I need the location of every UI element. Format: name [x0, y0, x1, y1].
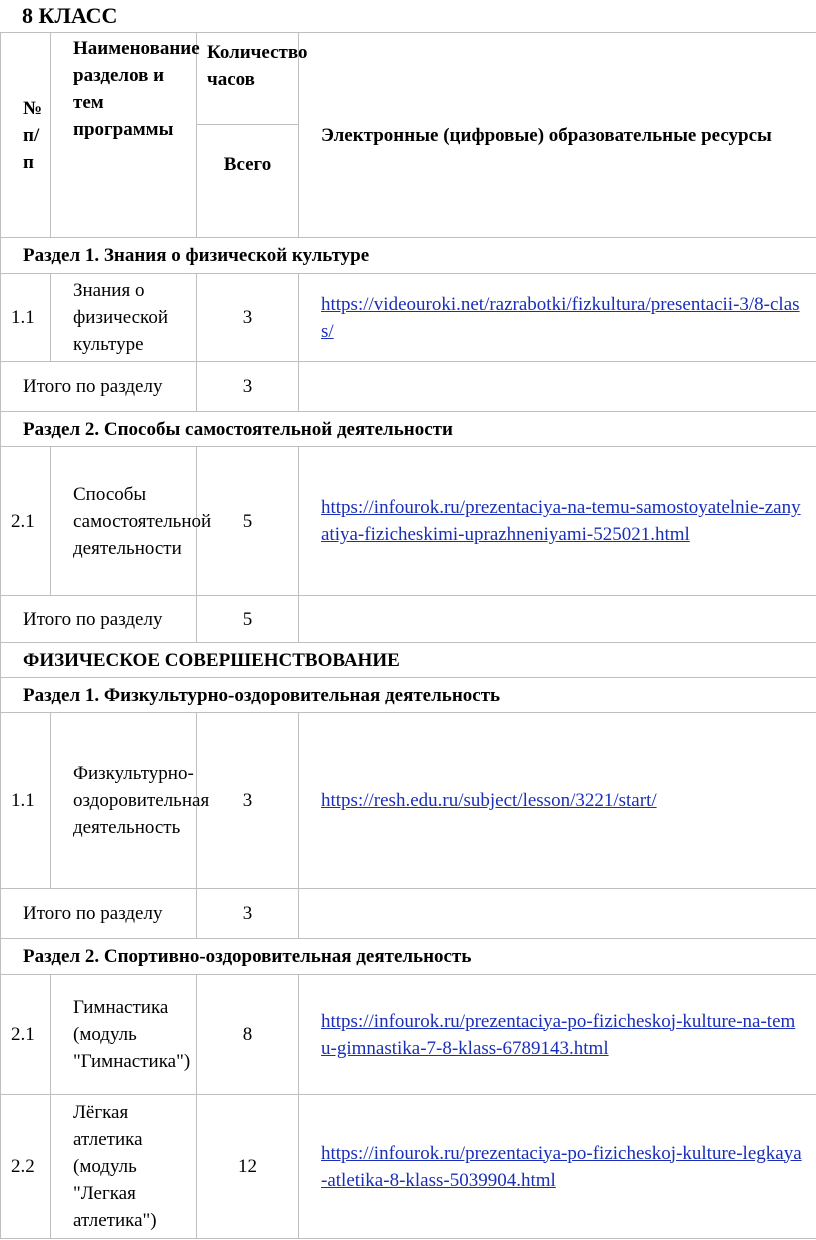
- table-row: [1, 975, 816, 1095]
- section-title: Раздел 1. Знания о физической культуре: [1, 238, 816, 274]
- subtotal-label: Итого по разделу: [1, 362, 197, 412]
- table-header-row: [1, 33, 816, 125]
- header-resources: Электронные (цифровые) образовательные ресурсы: [299, 33, 816, 238]
- curriculum-table: [0, 32, 816, 1239]
- section-row: [1, 412, 816, 447]
- subtotal-row: [1, 596, 816, 643]
- row-name: Знания о физической культуре: [51, 274, 197, 362]
- row-hours: 5: [197, 447, 299, 596]
- subtotal-label: Итого по разделу: [1, 596, 197, 643]
- part-row: [1, 643, 816, 678]
- resource-link[interactable]: https://infourok.ru/prezentaciya-na-temu-samostoyatelnie-zanyatiya-fizicheskimi-uprazhneniyami-525021.html: [321, 497, 801, 545]
- subtotal-hours: 3: [197, 889, 299, 939]
- header-hours: Количество часов: [197, 33, 299, 125]
- row-hours: 3: [197, 713, 299, 889]
- page-title: 8 КЛАСС: [22, 3, 118, 28]
- resource-link[interactable]: https://videouroki.net/razrabotki/fizkultura/presentacii-3/8-class/: [321, 293, 800, 342]
- section-title: Раздел 2. Способы самостоятельной деятельности: [1, 412, 816, 447]
- section-row: [1, 939, 816, 975]
- row-resource: [299, 1095, 816, 1239]
- part-title: ФИЗИЧЕСКОЕ СОВЕРШЕНСТВОВАНИЕ: [1, 643, 816, 678]
- row-num: 2.2: [1, 1095, 51, 1239]
- table-row: [1, 1095, 816, 1239]
- resource-link[interactable]: https://infourok.ru/prezentaciya-po-fizicheskoj-kulture-na-temu-gimnastika-7-8-klass-6789143.html: [321, 1010, 796, 1059]
- header-total: Всего: [197, 125, 299, 238]
- section-row: [1, 238, 816, 274]
- row-resource: [299, 274, 816, 362]
- row-name: Способы самостоятельной деятельности: [51, 447, 197, 596]
- table-row: [1, 447, 816, 596]
- header-num: № п/п: [1, 33, 51, 238]
- section-title: Раздел 1. Физкультурно-оздоровительная деятельность: [1, 678, 816, 713]
- row-num: 2.1: [1, 975, 51, 1095]
- table-row: [1, 713, 816, 889]
- row-resource: [299, 447, 816, 596]
- row-num: 1.1: [1, 274, 51, 362]
- row-name: Гимнастика (модуль "Гимнастика"): [51, 975, 197, 1095]
- section-title: Раздел 2. Спортивно-оздоровительная деятельность: [1, 939, 816, 975]
- resource-link[interactable]: https://infourok.ru/prezentaciya-po-fizicheskoj-kulture-legkaya-atletika-8-klass-5039904.html: [321, 1142, 802, 1191]
- row-hours: 12: [197, 1095, 299, 1239]
- resource-link[interactable]: https://resh.edu.ru/subject/lesson/3221/start/: [321, 790, 657, 811]
- header-name: Наименование разделов и тем программы: [51, 33, 197, 238]
- section-row: [1, 678, 816, 713]
- table-row: [1, 274, 816, 362]
- subtotal-hours: 3: [197, 362, 299, 412]
- row-hours: 3: [197, 274, 299, 362]
- row-name: Лёгкая атлетика (модуль "Легкая атлетика"): [51, 1095, 197, 1239]
- subtotal-row: [1, 362, 816, 412]
- row-num: 2.1: [1, 447, 51, 596]
- row-resource: [299, 975, 816, 1095]
- subtotal-label: Итого по разделу: [1, 889, 197, 939]
- row-resource: [299, 713, 816, 889]
- row-num: 1.1: [1, 713, 51, 889]
- subtotal-row: [1, 889, 816, 939]
- row-hours: 8: [197, 975, 299, 1095]
- subtotal-hours: 5: [197, 596, 299, 643]
- row-name: Физкультурно-оздоровительная деятельность: [51, 713, 197, 889]
